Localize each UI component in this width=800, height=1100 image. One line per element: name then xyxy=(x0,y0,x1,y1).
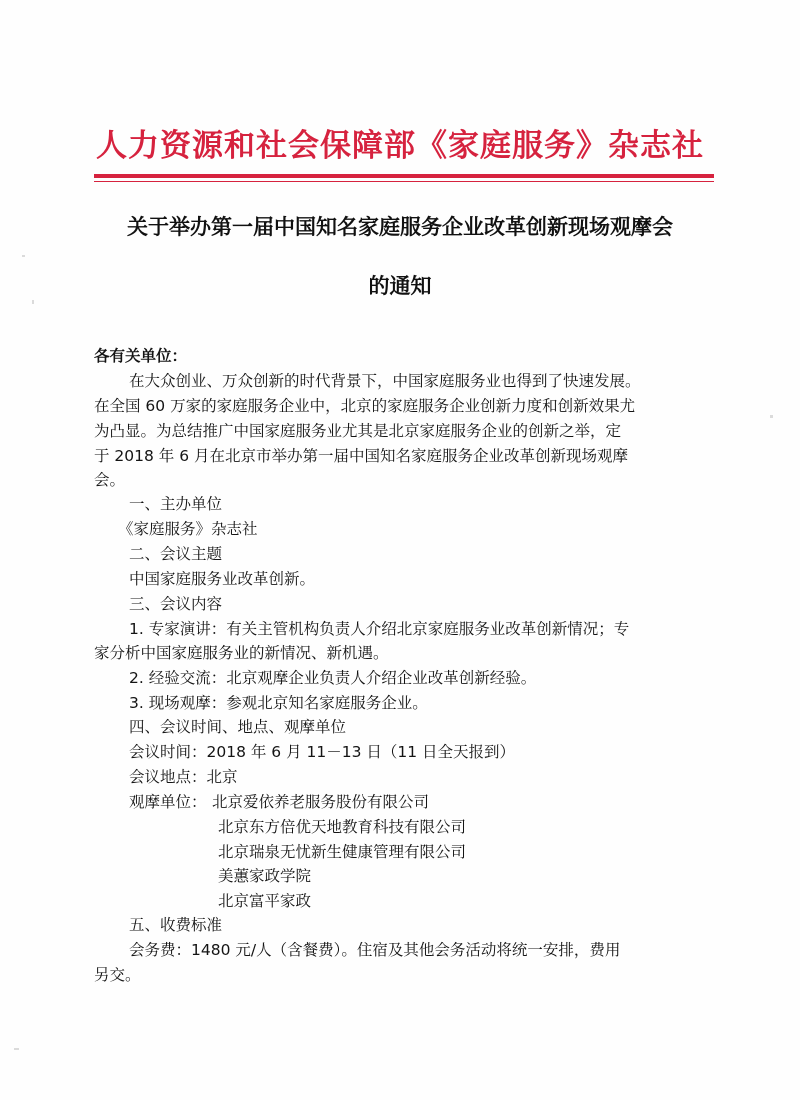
scan-speck xyxy=(770,415,773,418)
content-item-1-line-2: 家分析中国家庭服务业的新情况、新机遇。 xyxy=(94,644,389,662)
intro-line-5: 会。 xyxy=(94,471,126,489)
scan-speck xyxy=(14,1048,19,1050)
content-item-3: 3. 现场观摩：参观北京知名家庭服务企业。 xyxy=(129,694,428,712)
salutation: 各有关单位： xyxy=(94,347,188,365)
notice-title-line-2: 的通知 xyxy=(368,274,432,298)
section-organizer-heading: 一、主办单位 xyxy=(129,495,223,513)
section-fees-heading: 五、收费标准 xyxy=(129,916,223,934)
content-item-2: 2. 经验交流：北京观摩企业负责人介绍企业改革创新经验。 xyxy=(129,669,537,687)
organization-header: 人力资源和社会保障部《家庭服务》杂志社 xyxy=(96,128,704,164)
fees-line-2: 另交。 xyxy=(94,966,141,984)
section-schedule-heading: 四、会议时间、地点、观摩单位 xyxy=(129,718,347,736)
scan-speck xyxy=(22,255,25,257)
section-content-heading: 三、会议内容 xyxy=(129,595,223,613)
schedule-units-label: 观摩单位： xyxy=(129,793,207,811)
schedule-time: 会议时间：2018 年 6 月 11－13 日（11 日全天报到） xyxy=(129,743,516,761)
header-rule-thick xyxy=(94,174,714,178)
observation-unit-4: 美蕙家政学院 xyxy=(218,867,312,885)
content-item-1-line-1: 1. 专家演讲：有关主管机构负责人介绍北京家庭服务业改革创新情况；专 xyxy=(129,620,630,638)
section-organizer-value: 《家庭服务》杂志社 xyxy=(118,520,258,538)
intro-line-1: 在大众创业、万众创新的时代背景下，中国家庭服务业也得到了快速发展。 xyxy=(129,372,641,390)
section-theme-heading: 二、会议主题 xyxy=(129,545,223,563)
header-rule-thin xyxy=(94,181,714,182)
observation-unit-1: 北京爱依养老服务股份有限公司 xyxy=(212,793,430,811)
schedule-place: 会议地点：北京 xyxy=(129,768,238,786)
observation-unit-5: 北京富平家政 xyxy=(218,892,312,910)
intro-line-3: 为凸显。为总结推广中国家庭服务业尤其是北京家庭服务企业的创新之举，定 xyxy=(94,422,622,440)
fees-line-1: 会务费：1480 元/人（含餐费）。住宿及其他会务活动将统一安排，费用 xyxy=(129,941,621,959)
intro-line-4: 于 2018 年 6 月在北京市举办第一届中国知名家庭服务企业改革创新现场观摩 xyxy=(94,447,629,465)
intro-line-2: 在全国 60 万家的家庭服务企业中，北京的家庭服务企业创新力度和创新效果尤 xyxy=(94,397,636,415)
scan-speck xyxy=(32,300,34,304)
section-theme-value: 中国家庭服务业改革创新。 xyxy=(129,570,316,588)
notice-title-line-1: 关于举办第一届中国知名家庭服务企业改革创新现场观摩会 xyxy=(127,215,673,239)
observation-unit-2: 北京东方倍优天地教育科技有限公司 xyxy=(218,818,467,836)
observation-unit-3: 北京瑞泉无忧新生健康管理有限公司 xyxy=(218,843,467,861)
